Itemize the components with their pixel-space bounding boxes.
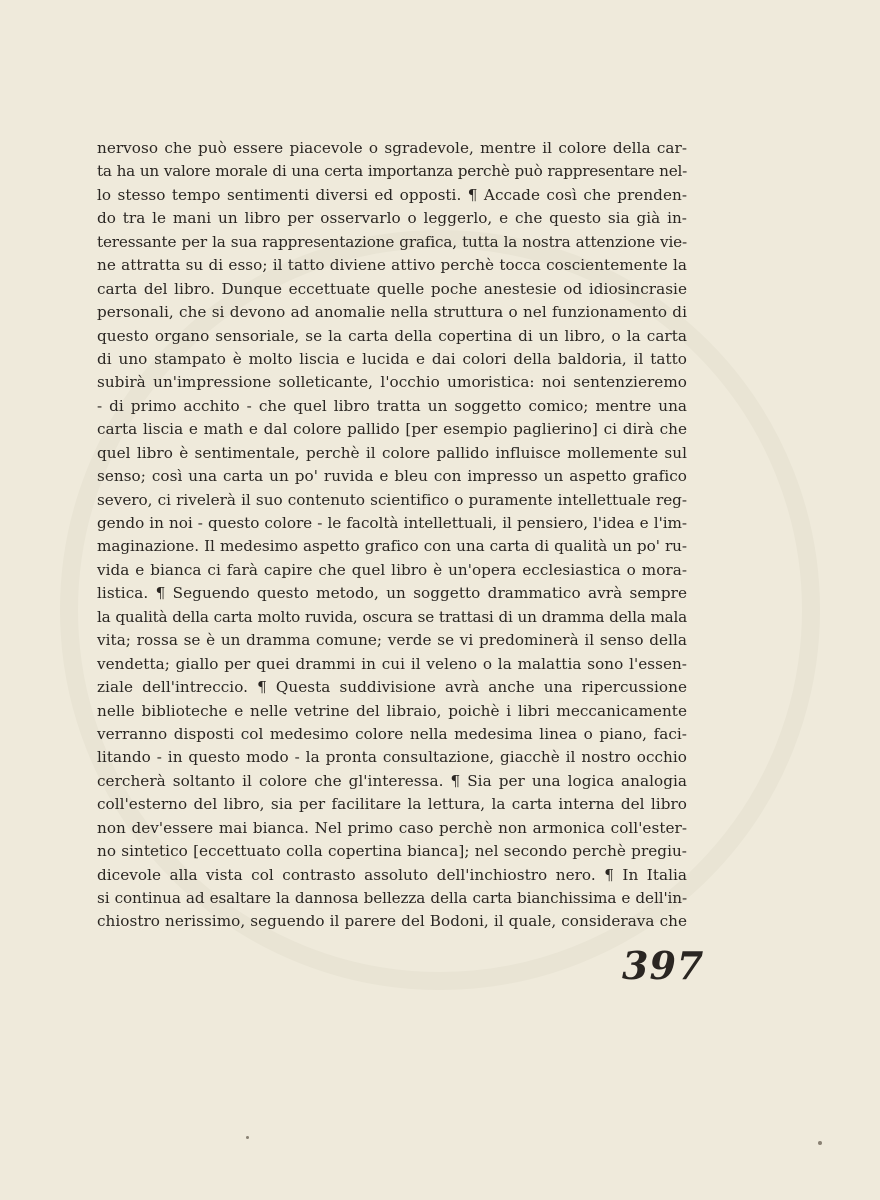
text-line: non dev'essere mai bianca. Nel primo caso perchè non armonica coll'ester- bbox=[97, 818, 687, 837]
paper-speck bbox=[818, 1141, 822, 1145]
text-line: senso; così una carta un po' ruvida e bleu con impresso un aspetto grafico bbox=[97, 467, 687, 486]
text-line: questo organo sensoriale, se la carta della copertina di un libro, o la carta bbox=[97, 326, 687, 345]
text-line: cercherà soltanto il colore che gl'interessa. ¶ Sia per una logica analogia bbox=[97, 771, 687, 790]
text-line: chiostro nerissimo, seguendo il parere del Bodoni, il quale, considerava che bbox=[97, 912, 687, 931]
text-line: di uno stampato è molto liscia e lucida e dai colori della baldoria, il tatto bbox=[97, 349, 687, 368]
text-line: litando - in questo modo - la pronta consultazione, giacchè il nostro occhio bbox=[97, 748, 687, 767]
text-line: la qualità della carta molto ruvida, oscura se trattasi di un dramma della mala bbox=[97, 607, 687, 626]
text-line: lo stesso tempo sentimenti diversi ed opposti. ¶ Accade così che prenden- bbox=[97, 185, 687, 204]
text-line: do tra le mani un libro per osservarlo o leggerlo, e che questo sia già in- bbox=[97, 209, 687, 228]
text-line: personali, che si devono ad anomalie nella struttura o nel funzionamento di bbox=[97, 303, 687, 322]
text-line: coll'esterno del libro, sia per facilitare la lettura, la carta interna del libro bbox=[97, 795, 687, 814]
text-line: carta del libro. Dunque eccettuate quelle poche anestesie od idiosincrasie bbox=[97, 279, 687, 298]
text-line: nelle biblioteche e nelle vetrine del libraio, poichè i libri meccanicamente bbox=[97, 701, 687, 720]
text-line: listica. ¶ Seguendo questo metodo, un soggetto drammatico avrà sempre bbox=[97, 584, 687, 603]
text-line: quel libro è sentimentale, perchè il colore pallido influisce mollemente sul bbox=[97, 443, 687, 462]
text-line: ta ha un valore morale di una certa importanza perchè può rappresentare nel- bbox=[97, 162, 687, 181]
text-line: vendetta; giallo per quei drammi in cui il veleno o la malattia sono l'essen- bbox=[97, 654, 687, 673]
page-number: 397 bbox=[622, 943, 705, 988]
text-line: carta liscia e math e dal colore pallido [per esempio paglierino] ci dirà che bbox=[97, 420, 687, 439]
text-line: gendo in noi - questo colore - le facoltà intellettuali, il pensiero, l'idea e l'im- bbox=[97, 514, 687, 532]
text-line: ne attratta su di esso; il tatto diviene attivo perchè tocca coscientemente la bbox=[97, 256, 687, 275]
text-line: severo, ci rivelerà il suo contenuto scientifico o puramente intellettuale reg- bbox=[97, 490, 687, 509]
text-line: - di primo acchito - che quel libro tratta un soggetto comico; mentre una bbox=[97, 396, 687, 415]
text-line: ziale dell'intreccio. ¶ Questa suddivisione avrà anche una ripercussione bbox=[97, 678, 687, 697]
text-line: dicevole alla vista col contrasto assoluto dell'inchiostro nero. ¶ In Italia bbox=[97, 865, 687, 884]
body-text bbox=[97, 137, 687, 934]
text-line: maginazione. Il medesimo aspetto grafico con una carta di qualità un po' ru- bbox=[97, 537, 687, 556]
text-line: si continua ad esaltare la dannosa bellezza della carta bianchissima e dell'in- bbox=[97, 889, 687, 907]
text-line: subirà un'impressione solleticante, l'occhio umoristica: noi sentenzieremo bbox=[97, 373, 687, 392]
paper-speck bbox=[246, 1136, 249, 1139]
text-line: vita; rossa se è un dramma comune; verde se vi predominerà il senso della bbox=[97, 631, 687, 650]
text-line: teressante per la sua rappresentazione grafica, tutta la nostra attenzione vie- bbox=[97, 232, 687, 251]
text-line: nervoso che può essere piacevole o sgradevole, mentre il colore della car- bbox=[97, 139, 687, 157]
text-line: vida e bianca ci farà capire che quel libro è un'opera ecclesiastica o mora- bbox=[97, 560, 687, 579]
text-line: verranno disposti col medesimo colore nella medesima linea o piano, faci- bbox=[97, 724, 687, 743]
text-line: no sintetico [eccettuato colla copertina bianca]; nel secondo perchè pregiu- bbox=[97, 842, 687, 861]
